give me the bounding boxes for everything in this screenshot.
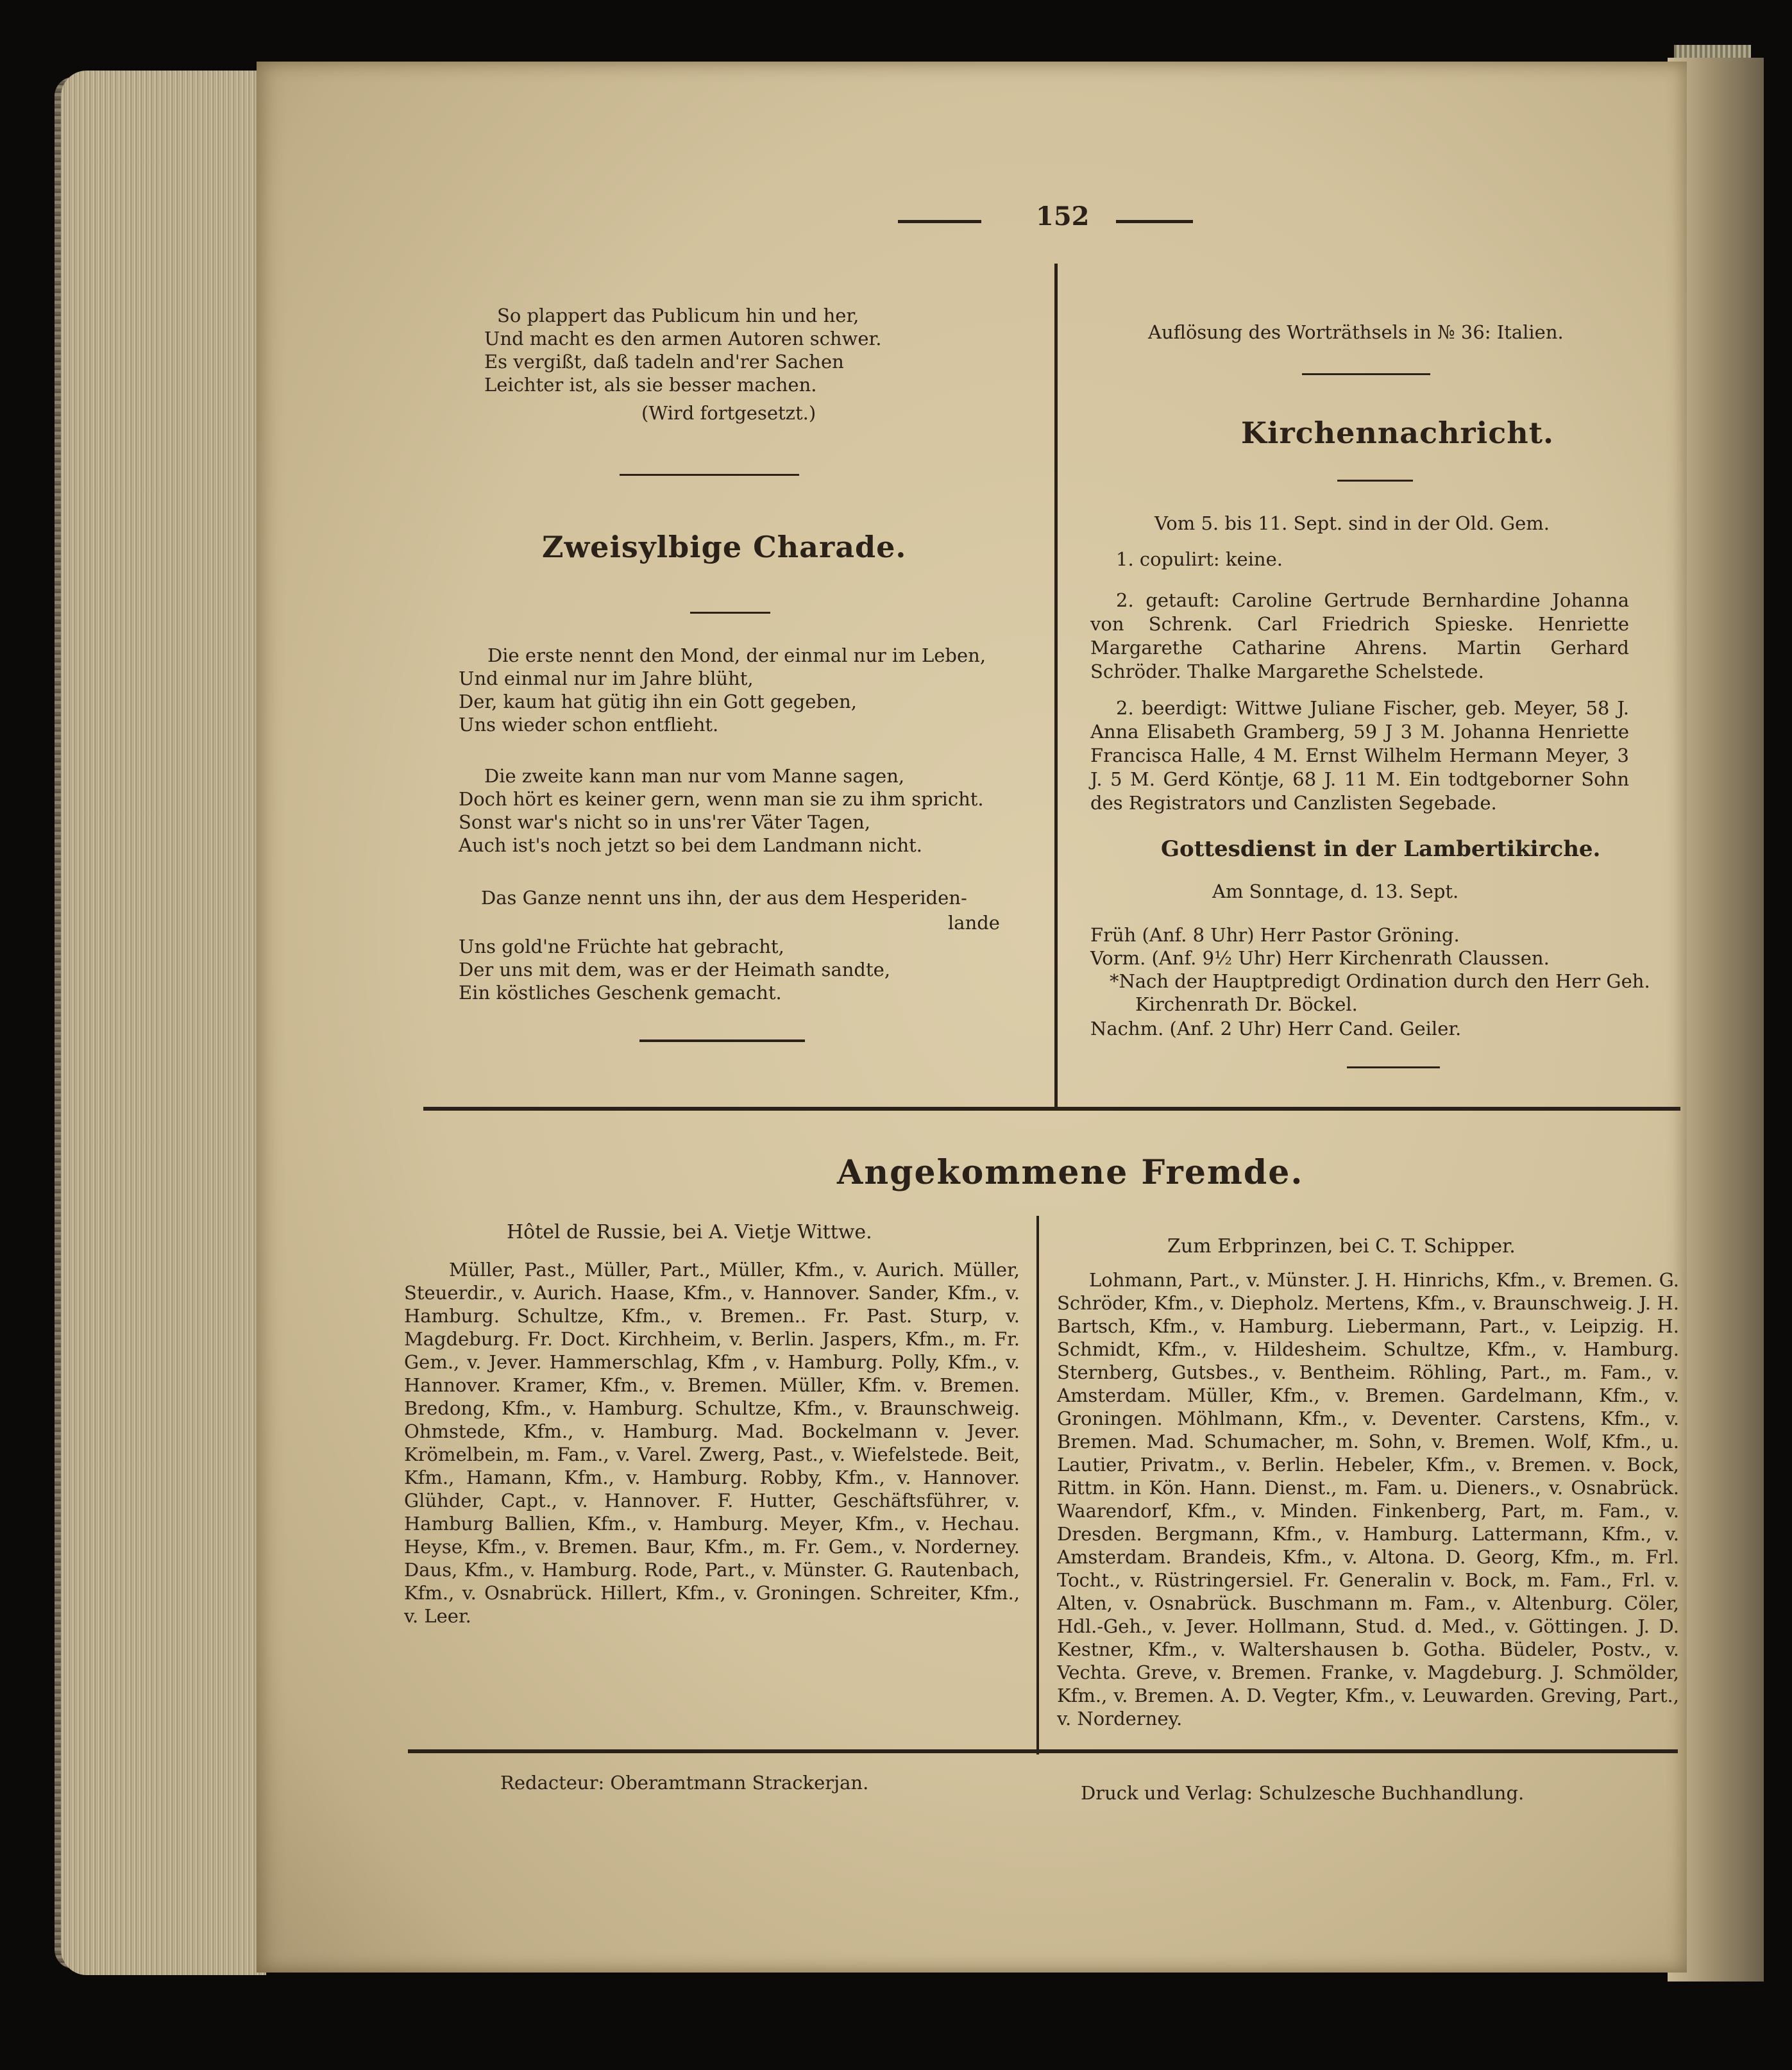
section-rule <box>1347 1066 1440 1068</box>
section-rule <box>690 612 770 614</box>
service-line: Früh (Anf. 8 Uhr) Herr Pastor Gröning. <box>1090 924 1460 946</box>
service-line: Nachm. (Anf. 2 Uhr) Herr Cand. Geiler. <box>1090 1018 1462 1039</box>
church-news-item: 1. copulirt: keine. <box>1116 548 1283 570</box>
charade-line: Uns gold'ne Früchte hat gebracht, <box>459 936 784 957</box>
charade-line: Auch ist's noch jetzt so bei dem Landmann nicht. <box>459 834 922 856</box>
charade-line: Ein köstliches Geschenk gemacht. <box>459 982 782 1004</box>
column-divider-bottom <box>1036 1216 1039 1754</box>
riddle-solution: Auflösung des Worträthsels in № 36: Italien. <box>1148 321 1564 343</box>
section-rule <box>1302 373 1430 375</box>
section-rule <box>639 1039 805 1042</box>
service-line: Vorm. (Anf. 9½ Uhr) Herr Kirchenrath Claussen. <box>1090 947 1550 969</box>
charade-line: Und einmal nur im Jahre blüht, <box>459 668 754 689</box>
section-rule <box>1337 480 1413 482</box>
hotel-title: Zum Erbprinzen, bei C. T. Schipper. <box>1167 1235 1516 1258</box>
charade-line: Der, kaum hat gütig ihn ein Gott gegeben, <box>459 691 857 712</box>
header-rule-left <box>898 220 981 223</box>
church-news-item: 2. getauft: Caroline Gertrude Bernhardine Johanna von Schrenk. Carl Friedrich Spieske. Henriette Margarethe Catharine Ahrens. Martin Gerhard Schröder. Thalke Margarethe Schelstede. <box>1090 589 1629 682</box>
column-divider-top <box>1054 264 1058 1107</box>
church-news-intro: Vom 5. bis 11. Sept. sind in der Old. Gem. <box>1154 512 1550 534</box>
charade-title: Zweisylbige Charade. <box>542 530 907 564</box>
page-number: 152 <box>1036 201 1090 231</box>
hotel-title: Hôtel de Russie, bei A. Vietje Wittwe. <box>507 1221 872 1243</box>
charade-line: Sonst war's nicht so in uns'rer Väter Tagen, <box>459 811 871 833</box>
section-rule <box>620 474 799 476</box>
header-rule-right <box>1116 220 1193 223</box>
book-page-edges <box>61 71 266 1975</box>
hotel-guest-list: Lohmann, Part., v. Münster. J. H. Hinrichs, Kfm., v. Bremen. G. Schröder, Kfm., v. Diepholz. Mertens, Kfm., v. Braunschweig. J. H. Bartsch, Kfm., v. Hamburg. Liebermann, Part., v. Leipzig. H. Schmidt, Kfm., v. Hildesheim. Schultze, Kfm., v. Hamburg. Sternberg, Gutsbes., v. Bentheim. Röhling, Part., m. Fam., v. Amsterdam. Müller, Kfm., v. Bremen. Gardelmann, Kfm., v. Groningen. Möhlmann, Kfm., v. Deventer. Carstens, Kfm., v. Bremen. Mad. Schumacher, m. Sohn, v. Bremen. Wolf, Kfm., u. Lautier, Privatm., v. Berlin. Hebeler, Kfm., v. Bremen. v. Bock, Rittm. in Kön. Hann. Dienst., m. Fam. u. Dieners., v. Osnabrück. Waarendorf, Kfm., v. Minden. Finkenberg, Part, m. Fam., v. Dresden. Bergmann, Kfm., v. Hamburg. Lattermann, Kfm., v. Amsterdam. Brandeis, Kfm., v. Altona. D. Georg, Kfm., m. Frl. Tocht., v. Rüstringersiel. Fr. Generalin v. Bock, m. Fam., Frl. v. Alten, v. Osnabrück. Buschmann m. Fam., v. Altenburg. Cöler, Hdl.-Geh., v. Jever. Hollmann, Stud. d. Med., v. Göttingen. J. D. Kestner, Kfm., v. Waltershausen b. Gotha. Büdeler, Postv., v. Vechta. Greve, v. Bremen. Franke, v. Magdeburg. J. Schmölder, Kfm., v. Bremen. A. D. Vegter, Kfm., v. Leuwarden. Greving, Part., v. Norderney. <box>1057 1269 1679 1729</box>
editor-imprint: Redacteur: Oberamtmann Strackerjan. <box>500 1772 869 1794</box>
poem-line: Und macht es den armen Autoren schwer. <box>484 328 882 349</box>
charade-line: Uns wieder schon entflieht. <box>459 714 719 736</box>
charade-line: Der uns mit dem, was er der Heimath sandte, <box>459 959 891 980</box>
poem-line: Leichter ist, als sie besser machen. <box>484 374 817 396</box>
poem-line: Es vergißt, daß tadeln and'rer Sachen <box>484 351 844 373</box>
charade-line: Das Ganze nennt uns ihn, der aus dem Hesperiden- <box>481 887 967 909</box>
charade-line: Die zweite kann man nur vom Manne sagen, <box>484 765 905 787</box>
service-line: *Nach der Hauptpredigt Ordination durch den Herr Geh. <box>1110 970 1650 992</box>
charade-line: Doch hört es keiner gern, wenn man sie zu ihm spricht. <box>459 788 984 810</box>
newspaper-page <box>257 62 1687 1973</box>
charade-line: Die erste nennt den Mond, der einmal nur im Leben, <box>487 644 986 666</box>
service-title: Gottesdienst in der Lambertikirche. <box>1161 836 1601 862</box>
hotel-guest-list: Müller, Past., Müller, Part., Müller, Kfm., v. Aurich. Müller, Steuerdir., v. Aurich. Haase, Kfm., v. Hannover. Sander, Kfm., v. Hamburg. Schultze, Kfm., v. Bremen.. Fr. Past. Sturp, v. Magdeburg. Fr. Doct. Kirchheim, v. Berlin. Jaspers, Kfm., m. Fr. Gem., v. Jever. Hammerschlag, Kfm , v. Hamburg. Polly, Kfm., v. Hannover. Kramer, Kfm., v. Bremen. Müller, Kfm. v. Bremen. Bredong, Kfm., v. Hamburg. Schultze, Kfm., v. Braunschweig. Ohmstede, Kfm., v. Hamburg. Mad. Bockelmann v. Jever. Krömelbein, m. Fam., v. Varel. Zwerg, Past., v. Wiefelstede. Beit, Kfm., Hamann, Kfm., v. Hamburg. Robby, Kfm., v. Hannover. Glühder, Capt., v. Hannover. F. Hutter, Geschäftsführer, v. Hamburg Ballien, Kfm., v. Hamburg. Meyer, Kfm., v. Hechau. Heyse, Kfm., v. Bremen. Baur, Kfm., m. Fr. Gem., v. Norderney. Daus, Kfm., v. Hamburg. Rode, Part., v. Münster. G. Rautenbach, Kfm., v. Osnabrück. Hillert, Kfm., v. Groningen. Schreiter, Kfm., v. Leer. <box>404 1259 1020 1627</box>
section-divider-main <box>423 1107 1680 1111</box>
poem-line: So plappert das Publicum hin und her, <box>497 305 859 326</box>
printer-imprint: Druck und Verlag: Schulzesche Buchhandlung. <box>1081 1782 1525 1804</box>
service-date: Am Sonntage, d. 13. Sept. <box>1212 880 1459 902</box>
church-news-title: Kirchennachricht. <box>1241 416 1554 450</box>
continued-note: (Wird fortgesetzt.) <box>641 402 816 424</box>
charade-line-overflow: lande <box>948 912 1000 934</box>
footer-rule <box>408 1749 1678 1753</box>
arrivals-title: Angekommene Fremde. <box>837 1153 1304 1192</box>
church-news-item: 2. beerdigt: Wittwe Juliane Fischer, geb. Meyer, 58 J. Anna Elisabeth Gramberg, 59 J 3 M. Johanna Henriette Francisca Halle, 4 M. Ernst Wilhelm Hermann Meyer, 3 J. 5 M. Gerd Köntje, 68 J. 11 M. Ein todtgeborner Sohn des Registrators und Canzlisten Segebade. <box>1090 697 1629 814</box>
service-line: Kirchenrath Dr. Böckel. <box>1135 993 1358 1015</box>
